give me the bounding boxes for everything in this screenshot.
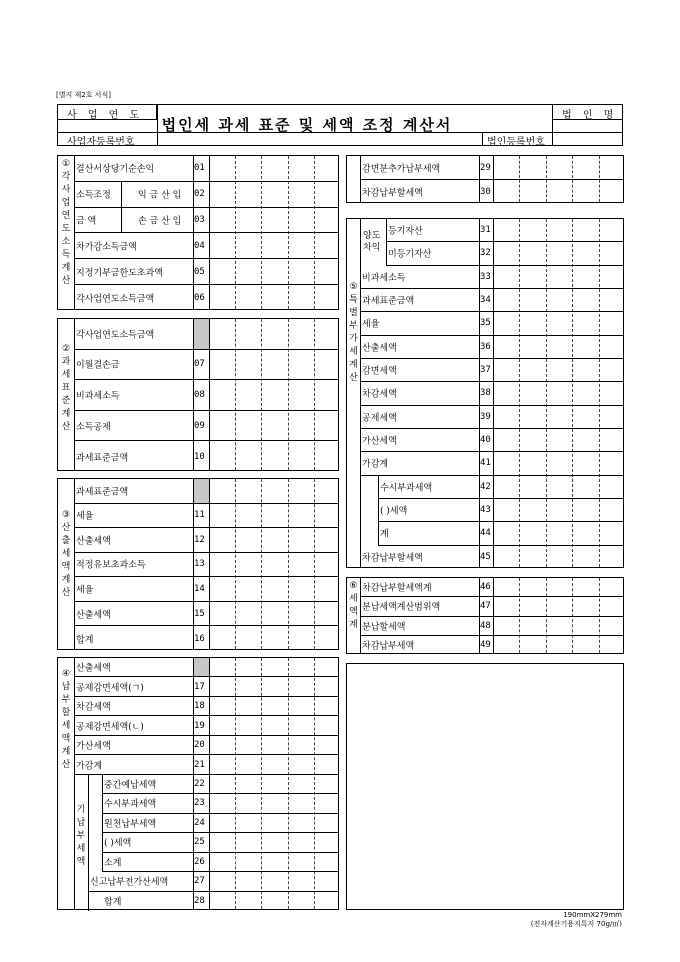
row-label: 과세표준금액 bbox=[76, 453, 129, 464]
row-label: 비과세소득 bbox=[76, 391, 120, 402]
amount-cell[interactable] bbox=[209, 156, 338, 181]
amount-cell[interactable] bbox=[493, 312, 623, 334]
row-code: 47 bbox=[480, 601, 491, 612]
form-row bbox=[360, 597, 623, 616]
amount-cell[interactable] bbox=[209, 504, 338, 528]
amount-cell[interactable] bbox=[209, 350, 338, 380]
row-label: 차감납부세액 bbox=[362, 641, 415, 652]
row-label: 비과세소득 bbox=[362, 273, 406, 284]
row-code: 19 bbox=[194, 720, 205, 731]
row-code: 06 bbox=[194, 293, 205, 304]
form-row bbox=[360, 336, 623, 359]
amount-cell[interactable] bbox=[209, 892, 338, 911]
form-row bbox=[378, 522, 623, 545]
shaded-cell bbox=[194, 319, 209, 349]
row-label: 분납세액계산범위액 bbox=[362, 602, 441, 613]
amount-cell[interactable] bbox=[493, 156, 623, 179]
row-code: 26 bbox=[194, 856, 205, 867]
row-label: 차감세액 bbox=[76, 702, 111, 713]
row-code: 35 bbox=[480, 318, 491, 329]
form-row bbox=[102, 794, 338, 813]
row-label: 감면분추가납부세액 bbox=[362, 164, 441, 174]
form-row bbox=[74, 504, 338, 529]
row-code: 49 bbox=[480, 640, 491, 651]
section-3-title: ③산출세액계산 bbox=[61, 510, 71, 598]
row-code: 14 bbox=[194, 584, 205, 595]
row-label: 계 bbox=[380, 529, 389, 540]
row-code: 27 bbox=[194, 876, 205, 887]
row-code: 02 bbox=[194, 189, 205, 200]
business-year-label: 사 업 연 도 bbox=[67, 110, 144, 121]
shaded-cell bbox=[194, 479, 209, 503]
row-label: 차감납부할세액 bbox=[362, 188, 423, 199]
row-label: 산출세액 bbox=[76, 610, 111, 621]
row-code: 34 bbox=[480, 295, 491, 306]
form-row bbox=[74, 285, 338, 311]
row-code: 11 bbox=[194, 510, 205, 521]
row-label: 세율 bbox=[76, 585, 94, 596]
row-label: 가산세액 bbox=[76, 741, 111, 752]
form-row bbox=[360, 266, 623, 289]
amount-cell[interactable] bbox=[493, 359, 623, 381]
row-sublabel: 익 금 산 입 bbox=[138, 190, 182, 201]
row-code: 37 bbox=[480, 365, 491, 376]
amount-cell[interactable] bbox=[493, 452, 623, 474]
form-row bbox=[74, 380, 338, 411]
row-label: 소계 bbox=[104, 858, 122, 869]
amount-cell[interactable] bbox=[493, 289, 623, 311]
row-code: 15 bbox=[194, 608, 205, 619]
amount-cell[interactable] bbox=[493, 617, 623, 635]
row-label: 세율 bbox=[362, 319, 380, 330]
row-code: 08 bbox=[194, 389, 205, 400]
form-title: 법인세 과세 표준 및 세액 조정 계산서 bbox=[161, 116, 453, 134]
amount-cell[interactable] bbox=[209, 411, 338, 441]
form-row bbox=[74, 441, 338, 472]
section-3 bbox=[57, 478, 339, 650]
row-label: 차가감소득금액 bbox=[76, 242, 137, 253]
amount-cell[interactable] bbox=[209, 602, 338, 626]
row-code: 23 bbox=[194, 798, 205, 809]
amount-cell[interactable] bbox=[209, 736, 338, 754]
section-1-title: ①각사업연도소득계산 bbox=[61, 159, 71, 286]
row-code: 36 bbox=[480, 341, 491, 352]
row-label: 합계 bbox=[76, 635, 94, 646]
row-label: 차감납부할세액 bbox=[362, 553, 423, 564]
form-row bbox=[74, 658, 338, 677]
biz-reg-no-label: 사업자등록번호 bbox=[67, 137, 135, 148]
row-code: 09 bbox=[194, 420, 205, 431]
form-row bbox=[386, 219, 623, 242]
row-label: 차감세액 bbox=[362, 389, 397, 400]
row-code: 17 bbox=[194, 681, 205, 692]
row-code: 30 bbox=[480, 187, 491, 197]
amount-cell[interactable] bbox=[493, 429, 623, 451]
form-row bbox=[360, 429, 623, 452]
form-row bbox=[386, 242, 623, 265]
row-label: 공제감면세액(ㄴ) bbox=[76, 722, 144, 733]
form-id: [별지 제2호 서식] bbox=[56, 91, 111, 99]
amount-cell[interactable] bbox=[493, 636, 623, 655]
form-row bbox=[74, 156, 338, 182]
row-label: 산출세액 bbox=[76, 536, 111, 547]
row-label: 적정유보초과소득 bbox=[76, 560, 146, 571]
row-code: 39 bbox=[480, 411, 491, 422]
row-label: 차감납부할세액계 bbox=[362, 583, 432, 594]
section-6-title: ⑥세액계 bbox=[349, 581, 358, 630]
amount-cell[interactable] bbox=[493, 406, 623, 428]
gain-label: 양도차익 bbox=[363, 231, 381, 254]
form-row bbox=[360, 359, 623, 382]
row-code: 01 bbox=[194, 163, 205, 174]
amount-cell[interactable] bbox=[209, 208, 338, 233]
corp-name-label: 법 인 명 bbox=[562, 110, 618, 121]
row-label: 합계 bbox=[104, 897, 122, 908]
row-label: 중간예납세액 bbox=[104, 780, 157, 791]
form-row bbox=[102, 853, 338, 872]
row-code: 22 bbox=[194, 778, 205, 789]
row-code: 48 bbox=[480, 620, 491, 631]
row-label: 소득공제 bbox=[76, 422, 111, 433]
row-label: 지정기부금한도초과액 bbox=[76, 268, 163, 279]
row-label: 각사업연도소득금액 bbox=[76, 294, 155, 305]
amount-cell[interactable] bbox=[209, 755, 338, 773]
row-label: 각사업연도소득금액 bbox=[76, 330, 155, 341]
form-row bbox=[360, 452, 623, 475]
amount-cell[interactable] bbox=[209, 528, 338, 552]
amount-cell[interactable] bbox=[209, 626, 338, 651]
row-code: 18 bbox=[194, 701, 205, 712]
row-code: 24 bbox=[194, 817, 205, 828]
row-label: 과세표준금액 bbox=[76, 487, 129, 498]
form-row bbox=[360, 382, 623, 405]
section-1 bbox=[57, 155, 339, 310]
amount-cell[interactable] bbox=[209, 577, 338, 601]
amount-cell[interactable] bbox=[209, 853, 338, 871]
form-row bbox=[74, 716, 338, 735]
amount-cell[interactable] bbox=[209, 285, 338, 311]
row-label: 분납할세액 bbox=[362, 622, 406, 633]
corp-reg-no-label: 법인등록번호 bbox=[487, 137, 545, 148]
amount-cell[interactable] bbox=[209, 697, 338, 715]
row-code: 41 bbox=[480, 458, 491, 469]
amount-cell[interactable] bbox=[493, 499, 623, 521]
row-code: 28 bbox=[194, 896, 205, 907]
amount-cell[interactable] bbox=[209, 553, 338, 577]
row-label: 세율 bbox=[76, 511, 94, 522]
row-label: 수시부과세액 bbox=[104, 799, 157, 810]
form-row bbox=[360, 156, 623, 180]
blank-box bbox=[346, 663, 624, 910]
amount-cell[interactable] bbox=[209, 794, 338, 812]
section-5-title: ⑤특별부가세계산 bbox=[349, 282, 358, 383]
amount-cell[interactable] bbox=[209, 259, 338, 284]
section-4-title: ④납부할세액계산 bbox=[61, 669, 71, 770]
paper-spec: (전자계산기용지특지 70g/㎡) bbox=[530, 920, 622, 928]
form-row bbox=[102, 833, 338, 852]
section-2 bbox=[57, 318, 339, 471]
amount-cell[interactable] bbox=[209, 814, 338, 832]
row-code: 20 bbox=[194, 740, 205, 751]
row-label: 산출세액 bbox=[362, 343, 397, 354]
row-label: 결산서상당기순손익 bbox=[76, 164, 155, 175]
row-label: 감면세액 bbox=[362, 366, 397, 377]
amount-cell[interactable] bbox=[493, 382, 623, 404]
row-label: 가산세액 bbox=[362, 436, 397, 447]
amount-cell[interactable] bbox=[209, 441, 338, 472]
row-sublabel: 손 금 산 입 bbox=[138, 216, 182, 227]
row-code: 31 bbox=[480, 225, 491, 236]
form-row bbox=[88, 872, 338, 891]
form-row bbox=[74, 736, 338, 755]
amount-cell[interactable] bbox=[209, 479, 338, 503]
row-label: 수시부과세액 bbox=[380, 483, 433, 494]
row-code: 12 bbox=[194, 534, 205, 545]
row-label: 공제감면세액(ㄱ) bbox=[76, 683, 144, 694]
row-code: 40 bbox=[480, 435, 491, 446]
row-code: 38 bbox=[480, 388, 491, 399]
row-label: 소득조정 bbox=[76, 190, 111, 201]
amount-cell[interactable] bbox=[493, 219, 623, 241]
row-code: 46 bbox=[480, 582, 491, 593]
amount-cell[interactable] bbox=[209, 833, 338, 851]
row-label: 과세표준금액 bbox=[362, 296, 415, 307]
row-code: 44 bbox=[480, 528, 491, 539]
form-row bbox=[360, 289, 623, 312]
form-row bbox=[74, 350, 338, 381]
amount-cell[interactable] bbox=[493, 180, 623, 204]
section-5 bbox=[346, 218, 624, 568]
form-row bbox=[74, 677, 338, 696]
row-label: 가감계 bbox=[76, 761, 103, 772]
row-label: 미등기자산 bbox=[388, 249, 432, 260]
row-label: 이월결손금 bbox=[76, 360, 120, 371]
form-row bbox=[360, 617, 623, 636]
amount-cell[interactable] bbox=[209, 182, 338, 207]
row-code: 04 bbox=[194, 240, 205, 251]
form-row bbox=[74, 411, 338, 442]
amount-cell[interactable] bbox=[209, 380, 338, 410]
form-row bbox=[74, 553, 338, 578]
amount-cell[interactable] bbox=[209, 775, 338, 793]
row-code: 33 bbox=[480, 271, 491, 282]
row-label: ( )세액 bbox=[104, 838, 132, 849]
right-top-section bbox=[346, 155, 624, 203]
amount-cell[interactable] bbox=[209, 716, 338, 734]
amount-cell[interactable] bbox=[493, 242, 623, 264]
amount-cell[interactable] bbox=[493, 597, 623, 615]
form-row bbox=[378, 476, 623, 499]
form-row bbox=[74, 602, 338, 627]
row-code: 42 bbox=[480, 481, 491, 492]
amount-cell[interactable] bbox=[493, 546, 623, 569]
amount-cell[interactable] bbox=[493, 476, 623, 498]
form-row bbox=[74, 208, 338, 234]
form-row bbox=[74, 528, 338, 553]
amount-cell[interactable] bbox=[493, 522, 623, 544]
form-row bbox=[74, 577, 338, 602]
row-code: 03 bbox=[194, 215, 205, 226]
form-row bbox=[360, 180, 623, 204]
row-label: 산출세액 bbox=[76, 663, 111, 674]
amount-cell[interactable] bbox=[209, 872, 338, 890]
form-row bbox=[360, 546, 623, 569]
form-row bbox=[74, 755, 338, 774]
form-row bbox=[360, 578, 623, 597]
amount-cell[interactable] bbox=[493, 578, 623, 596]
row-code: 32 bbox=[480, 248, 491, 259]
row-code: 05 bbox=[194, 266, 205, 277]
row-label: 등기자산 bbox=[388, 226, 423, 237]
form-row bbox=[102, 892, 338, 911]
form-row bbox=[74, 259, 338, 285]
row-code: 45 bbox=[480, 552, 491, 563]
amount-cell[interactable] bbox=[209, 677, 338, 695]
prepaid-tax-label: 기납부세액 bbox=[76, 804, 86, 867]
form-row bbox=[360, 406, 623, 429]
row-label: ( )세액 bbox=[380, 506, 408, 517]
row-code: 10 bbox=[194, 451, 205, 462]
row-code: 16 bbox=[194, 633, 205, 644]
form-row bbox=[102, 775, 338, 794]
row-label: 가감계 bbox=[362, 459, 389, 470]
row-code: 13 bbox=[194, 559, 205, 570]
row-code: 29 bbox=[480, 162, 491, 173]
paper-size: 190mmX279mm bbox=[563, 911, 622, 919]
form-row bbox=[360, 312, 623, 335]
row-code: 07 bbox=[194, 359, 205, 370]
section-2-title: ②과세표준계산 bbox=[61, 344, 71, 432]
row-label: 공제세액 bbox=[362, 413, 397, 424]
row-code: 21 bbox=[194, 759, 205, 770]
form-row bbox=[360, 636, 623, 655]
section-4 bbox=[57, 657, 339, 910]
shaded-cell bbox=[194, 658, 209, 676]
row-label: 원천납부세액 bbox=[104, 819, 157, 830]
amount-cell[interactable] bbox=[493, 336, 623, 358]
row-code: 43 bbox=[480, 505, 491, 516]
row-label: 신고납부전가산세액 bbox=[90, 877, 169, 888]
form-row bbox=[378, 499, 623, 522]
form-row bbox=[74, 234, 338, 260]
section-6 bbox=[346, 577, 624, 654]
form-row bbox=[102, 814, 338, 833]
form-row bbox=[74, 626, 338, 651]
row-label: 금 액 bbox=[76, 216, 97, 227]
form-header bbox=[57, 104, 623, 146]
row-code: 25 bbox=[194, 837, 205, 848]
form-row bbox=[74, 319, 338, 350]
form-row bbox=[74, 697, 338, 716]
amount-cell[interactable] bbox=[209, 658, 338, 676]
form-row bbox=[74, 479, 338, 504]
amount-cell[interactable] bbox=[209, 234, 338, 259]
form-row bbox=[74, 182, 338, 208]
amount-cell[interactable] bbox=[493, 266, 623, 288]
amount-cell[interactable] bbox=[209, 319, 338, 349]
